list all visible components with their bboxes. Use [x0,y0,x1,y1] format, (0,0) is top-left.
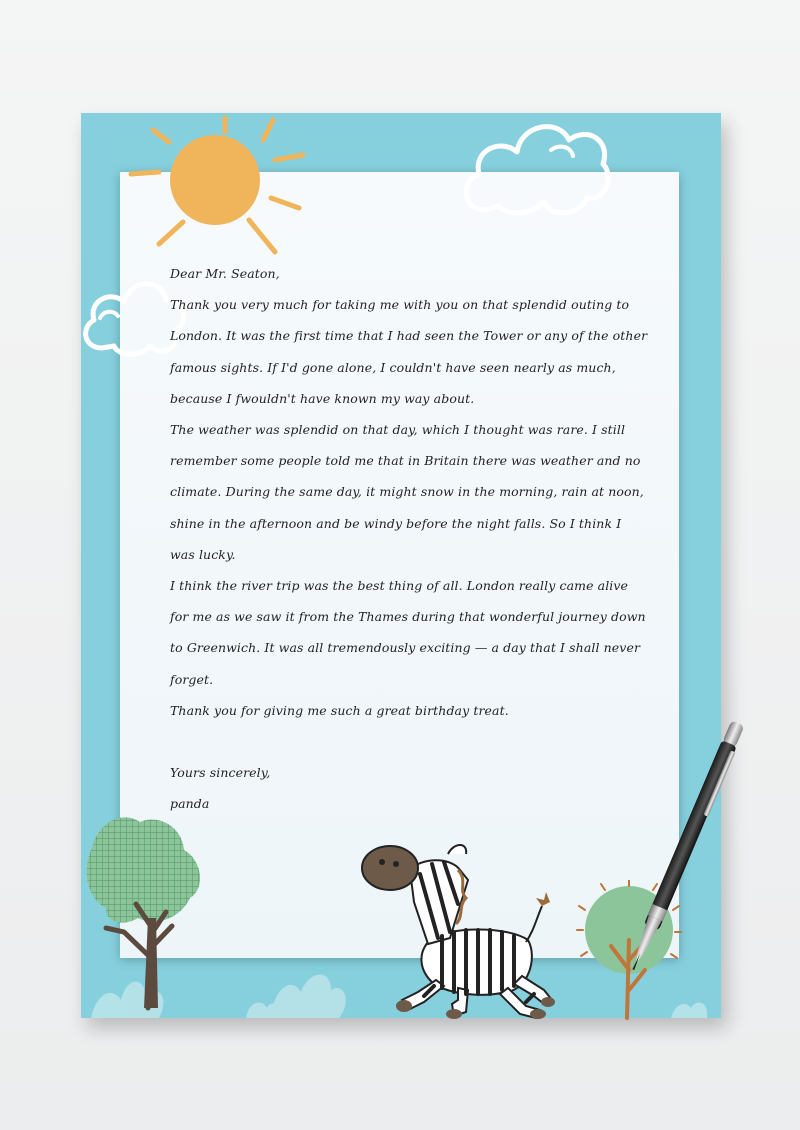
letter-paragraph: Thank you for giving me such a great birthday treat. [170,702,509,718]
letter-salutation: Dear Mr. Seaton, [170,266,280,281]
spacer [170,726,650,757]
zebra-icon [358,840,558,1020]
letter-paragraph: I think the river trip was the best thing of all. London really came alive for me as we saw it from the Thames during that wonderful journey down to Greenwich. It was all tremendously exciting — a day that I shall never forget. [170,578,646,687]
letter-body [170,258,650,820]
letter-paragraph: Thank you very much for taking me with you on that splendid outing to London. It was the first time that I had seen the Tower or any of the other famous sights. If I'd gone alone, I couldn't have seen nearly as much, because I fwouldn't have known my way about. [170,297,648,406]
cloud-icon [455,110,615,225]
letter-signature: panda [170,796,210,812]
tree-icon [78,808,208,1013]
letter-paragraph: The weather was splendid on that day, which I thought was rare. I still remember some people told me that in Britain there was weather and no climate. During the same day, it might snow in the morning, rain at noon, shine in the afternoon and be windy before the night falls. So I think I was lucky. [170,422,644,562]
sun-icon [125,110,315,260]
letter-closing: Yours sincerely, [170,765,271,781]
